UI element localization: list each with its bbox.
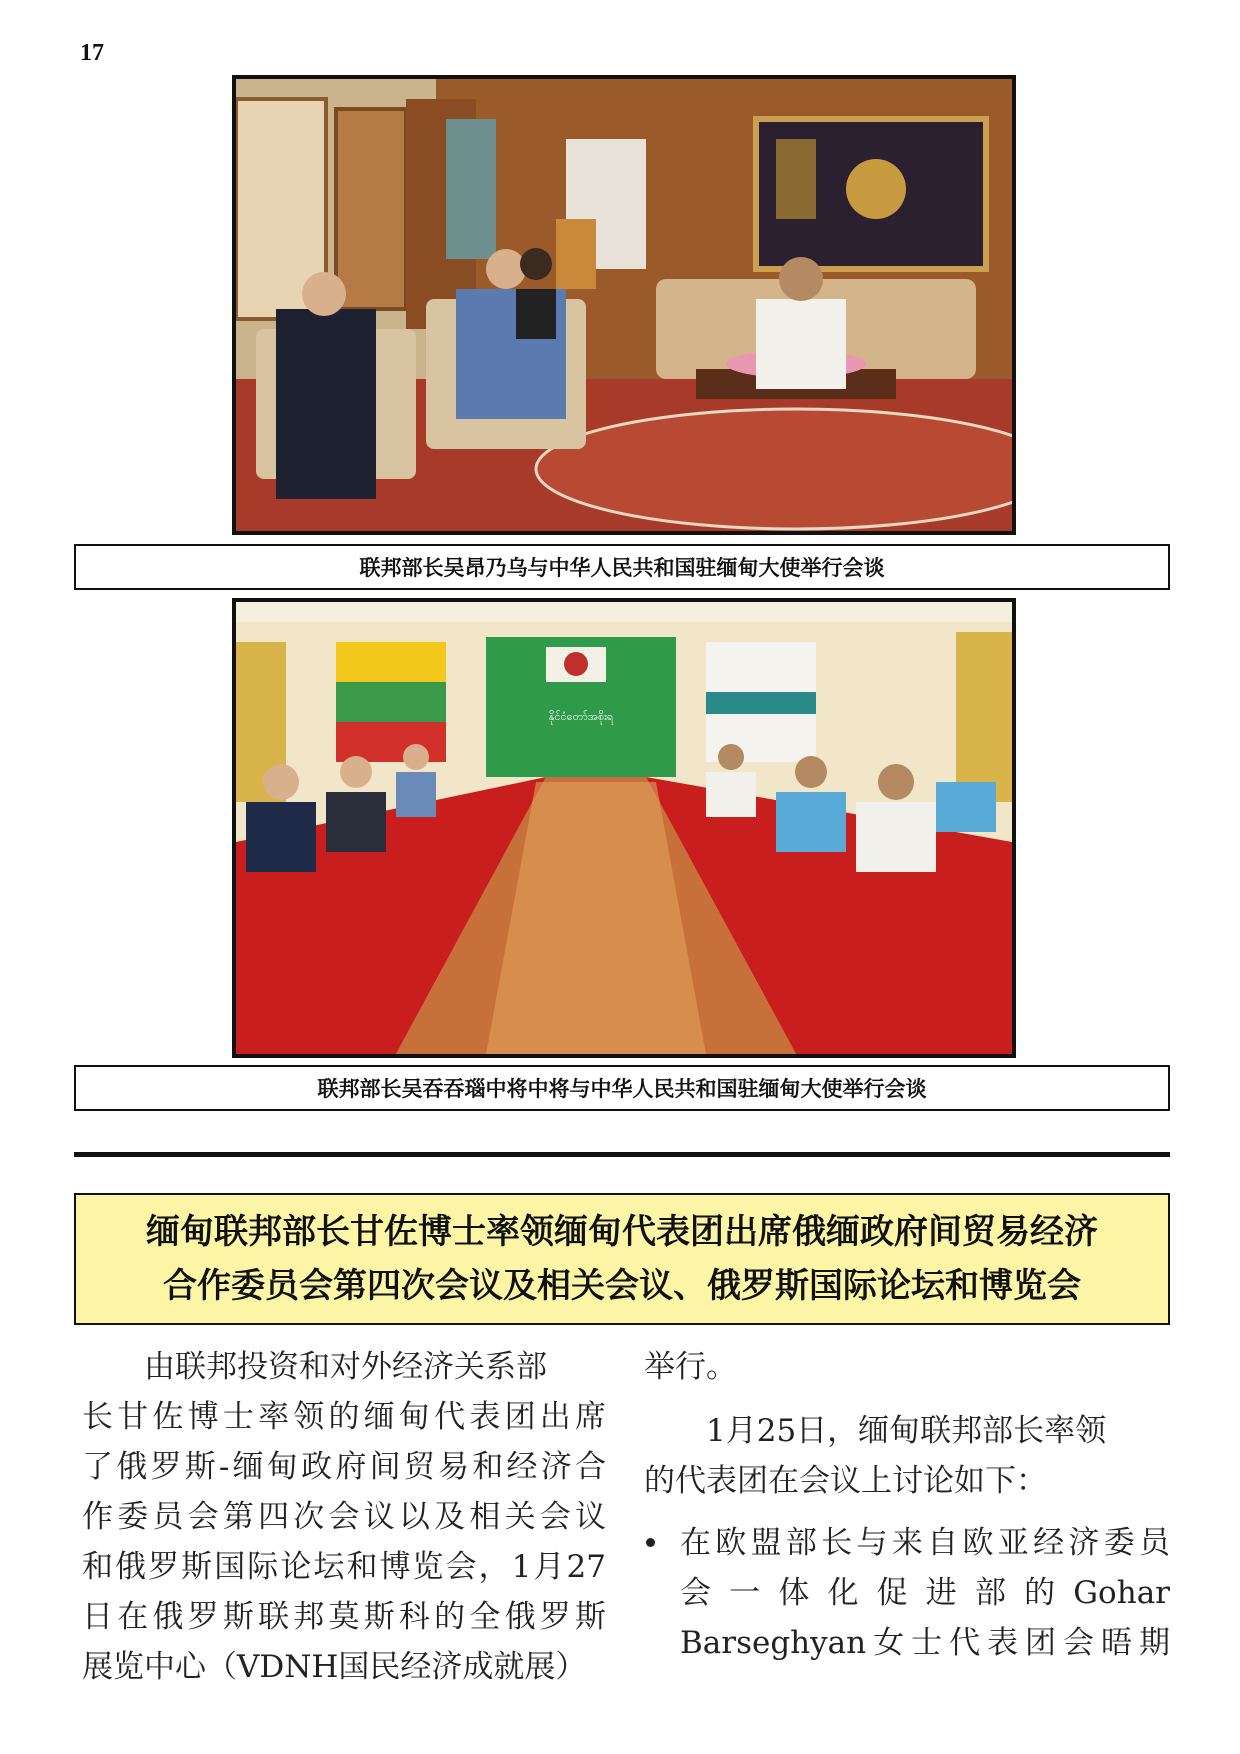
body-line: 由联邦投资和对外经济关系部 [144, 1349, 547, 1385]
body-line: 和俄罗斯国际论坛和博览会，1月27 [82, 1549, 606, 1585]
page-number: 17 [80, 40, 104, 66]
photo-caption-1: 联邦部长吴昂乃乌与中华人民共和国驻缅甸大使举行会谈 [74, 544, 1170, 590]
bullet-dot [646, 1538, 655, 1547]
body-line: 1月25日，缅甸联邦部长率领 [706, 1413, 1107, 1449]
article-right-column [644, 1342, 1170, 1668]
body-line: 展览中心（VDNH国民经济成就展） [82, 1649, 587, 1685]
myanmar-flags [336, 642, 446, 762]
headline-line-1: 缅甸联邦部长甘佐博士率领缅甸代表团出席俄缅政府间贸易经济 [146, 1212, 1098, 1252]
meeting-photo-reception-room [232, 75, 1016, 535]
headline-line-2: 合作委员会第四次会议及相关会议、俄罗斯国际论坛和博览会 [163, 1266, 1081, 1306]
article-headline [74, 1193, 1170, 1325]
body-line: 长甘佐博士率领的缅甸代表团出席 [82, 1399, 606, 1435]
backdrop-text: နိုင်ငံတော်အစိုးရ [548, 710, 614, 723]
section-divider [74, 1152, 1170, 1157]
ministry-flags [706, 642, 816, 762]
bullet-line: 会一体化促进部的Gohar [680, 1575, 1170, 1611]
body-line: 了俄罗斯-缅甸政府间贸易和经济合 [82, 1449, 606, 1485]
bullet-list-item [644, 1518, 1170, 1668]
body-line: 的代表团在会议上讨论如下： [644, 1463, 1047, 1499]
meeting-photo-conference-room [232, 598, 1016, 1058]
reception-room-illustration [236, 79, 1012, 531]
body-line-continuation: 举行。 [644, 1349, 737, 1385]
bullet-line: Barseghyan女士代表团会晤期 [680, 1625, 1170, 1661]
bullet-line: 在欧盟部长与来自欧亚经济委员 [680, 1525, 1170, 1561]
photo-caption-2: 联邦部长吴吞吞瑙中将中将与中华人民共和国驻缅甸大使举行会谈 [74, 1065, 1170, 1111]
body-line: 作委员会第四次会议以及相关会议 [82, 1499, 606, 1535]
conference-room-illustration [236, 602, 1012, 1054]
body-line: 日在俄罗斯联邦莫斯科的全俄罗斯 [82, 1599, 606, 1635]
article-left-column [82, 1342, 606, 1692]
